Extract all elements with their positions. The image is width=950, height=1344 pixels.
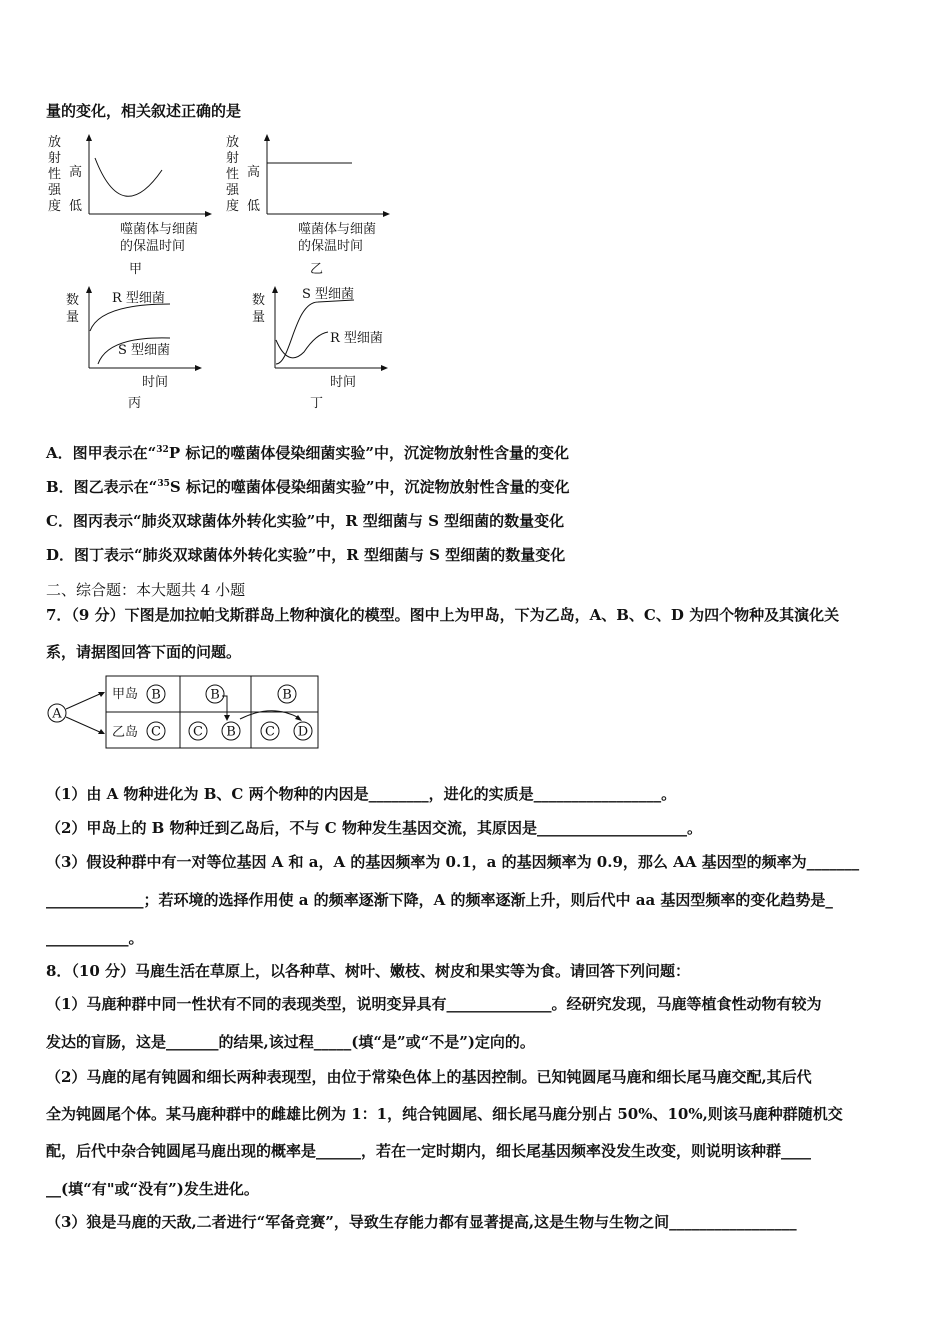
figure-caption: 丙 (128, 396, 142, 411)
y-label-char: 数 (66, 293, 80, 308)
species-label: C (265, 724, 275, 740)
option-a (46, 444, 569, 462)
figure-caption: 丁 (310, 396, 324, 411)
curve-label-bottom: R 型细菌 (330, 331, 383, 346)
species-label: B (282, 687, 292, 703)
species-label: A (52, 706, 62, 722)
species-label: B (210, 687, 220, 703)
species-label: C (151, 724, 161, 740)
species-label: C (193, 724, 203, 740)
y-label-char: 射 (226, 151, 240, 166)
species-label: B (151, 687, 161, 703)
q7-speciation-diagram (44, 673, 324, 753)
figure-caption: 乙 (310, 262, 324, 277)
y-axis-arrow (86, 134, 92, 141)
option-b (46, 478, 570, 496)
curve-label-bottom: S 型细菌 (118, 343, 171, 358)
low-label: 低 (247, 199, 261, 214)
question-stem-tail: 量的变化，相关叙述正确的是 (46, 102, 242, 120)
arrow-head (295, 715, 302, 721)
q8-part2-line1: （2）马鹿的尾有钝圆和细长两种表现型，由位于常染色体上的基因控制。已知钝圆尾马鹿和细长尾马鹿交配,其后代 (46, 1068, 812, 1086)
y-axis-arrow (272, 286, 278, 293)
r-bacteria-curve (90, 304, 170, 331)
option-c: C．图丙表示“肺炎双球菌体外转化实验”中，R 型细菌与 S 型细菌的数量变化 (46, 512, 565, 530)
y-label-char: 性 (48, 167, 62, 182)
radioactivity-curve (95, 158, 162, 196)
x-label: 的保温时间 (120, 239, 186, 254)
q7-part3-line1: （3）假设种群中有一对等位基因 A 和 a，A 的基因频率为 0.1，a 的基因频率为 0.9，那么 AA 基因型的频率为_______ (46, 853, 860, 871)
y-label-char: 量 (252, 310, 266, 325)
figure-bing (60, 282, 230, 412)
q8-part1-line1: （1）马鹿种群中同一性状有不同的表现类型，说明变异具有______________。经研究发现，马鹿等植食性动物有较为 (46, 995, 822, 1013)
q8-part2-line2: 全为钝圆尾个体。某马鹿种群中的雌雄比例为 1：1，纯合钝圆尾、细长尾马鹿分别占 50%、10%,则该马鹿种群随机交 (46, 1105, 843, 1123)
y-label-char: 强 (226, 183, 240, 198)
arrow-a-to-top (66, 693, 102, 709)
y-label-char: 度 (48, 199, 62, 214)
x-label: 时间 (142, 375, 169, 390)
q8-part1-line2: 发达的盲肠，这是_______的结果,该过程_____(填“是”或“不是”)定向的。 (46, 1033, 535, 1051)
q8-part2-line3: 配，后代中杂合钝圆尾马鹿出现的概率是______，若在一定时期内，细长尾基因频率没发生改变，则说明该种群____ (46, 1142, 812, 1160)
y-label-char: 放 (48, 135, 62, 150)
curve-label-top: R 型细菌 (112, 291, 165, 306)
species-label: D (297, 724, 309, 740)
x-label: 的保温时间 (298, 239, 364, 254)
x-axis-arrow (195, 365, 202, 371)
q7-stem-line1: 7．（9 分）下图是加拉帕戈斯群岛上物种演化的模型。图中上为甲岛，下为乙岛，A、B、C、D 为四个物种及其演化关 (46, 606, 840, 624)
x-label: 噬菌体与细菌 (120, 222, 199, 237)
q8-part2-line4: __(填“有"或“没有”)发生进化。 (46, 1180, 259, 1198)
y-axis-arrow (86, 286, 92, 293)
option-b-sup: 35 (157, 479, 170, 489)
y-label-char: 数 (252, 293, 266, 308)
x-label: 噬菌体与细菌 (298, 222, 377, 237)
q8-stem: 8．（10 分）马鹿生活在草原上，以各种草、树叶、嫩枝、树皮和果实等为食。请回答下列问题： (46, 962, 691, 980)
section-heading: 二、综合题：本大题共 4 小题 (46, 581, 246, 599)
q7-part2: （2）甲岛上的 B 物种迁到乙岛后，不与 C 物种发生基因交流，其原因是____________________。 (46, 819, 702, 837)
low-label: 低 (69, 199, 83, 214)
curve-label-top: S 型细菌 (302, 287, 355, 302)
x-axis-arrow (205, 211, 212, 217)
option-d: D．图丁表示“肺炎双球菌体外转化实验”中，R 型细菌与 S 型细菌的数量变化 (46, 546, 566, 564)
figure-ding (246, 282, 416, 412)
y-label-char: 放 (226, 135, 240, 150)
figure-yi (218, 130, 408, 280)
q7-stem-line2: 系，请据图回答下面的问题。 (46, 643, 242, 661)
arrow-a-to-bottom (66, 717, 102, 733)
arrow-head (224, 715, 230, 721)
option-b-post: S 标记的噬菌体侵染细菌实验”中，沉淀物放射性含量的变化 (169, 478, 570, 496)
figure-caption: 甲 (129, 262, 143, 277)
y-label-char: 强 (48, 183, 62, 198)
x-label: 时间 (330, 375, 357, 390)
island-bottom-label: 乙岛 (112, 725, 139, 740)
high-label: 高 (247, 165, 261, 180)
island-top-label: 甲岛 (112, 687, 139, 702)
q7-part1: （1）由 A 物种进化为 B、C 两个物种的内因是________，进化的实质是_________________。 (46, 785, 677, 803)
y-label-char: 性 (226, 167, 240, 182)
q7-part3-line2: _____________；若环境的选择作用使 a 的频率逐渐下降，A 的频率逐渐上升，则后代中 aa 基因型频率的变化趋势是_ (46, 891, 833, 909)
r-bacteria-curve (276, 332, 328, 358)
q8-part3: （3）狼是马鹿的天敌,二者进行“军备竞赛”，导致生存能力都有显著提高,这是生物与生物之间_________________ (46, 1213, 797, 1231)
y-label-char: 量 (66, 310, 80, 325)
species-label: B (226, 724, 236, 740)
y-label-char: 度 (226, 199, 240, 214)
option-a-post: P 标记的噬菌体侵染细菌实验”中，沉淀物放射性含量的变化 (168, 444, 569, 462)
option-b-pre: B．图乙表示在“ (46, 478, 158, 496)
figure-jia (40, 130, 230, 280)
y-label-char: 射 (48, 151, 62, 166)
y-axis-arrow (264, 134, 270, 141)
high-label: 高 (69, 165, 83, 180)
option-a-pre: A．图甲表示在“ (46, 444, 157, 462)
x-axis-arrow (381, 365, 388, 371)
option-a-sup: 32 (156, 445, 169, 455)
q7-part3-line3: ___________。 (46, 929, 144, 947)
x-axis-arrow (383, 211, 390, 217)
